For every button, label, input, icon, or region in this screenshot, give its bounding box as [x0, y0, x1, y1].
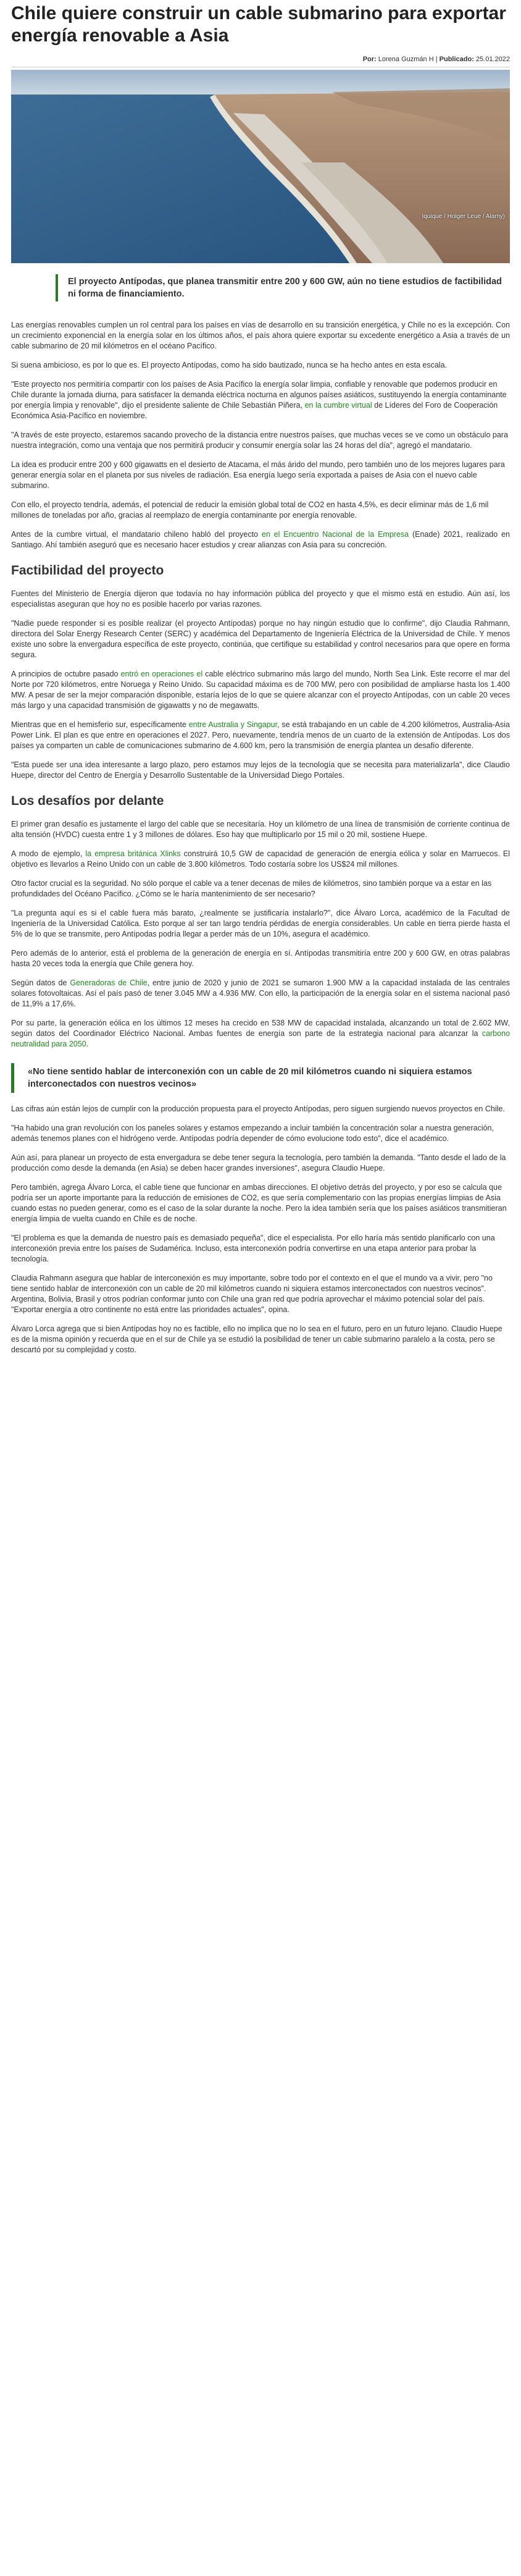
paragraph-18 — [11, 978, 510, 1009]
paragraph-4: "A través de este proyecto, estaremos sacando provecho de la distancia entre nuestros países, que muchas veces se ve como un obstáculo para nuestra integración, como una ventaja que nos permitirá producir y consumir energía solar las 24 horas del día", agregó el mandatario. — [11, 431, 508, 450]
paragraph-15: Otro factor crucial es la seguridad. No sólo porque el cable va a tener decenas de miles de kilómetros, sino también porque va a estar en las profundidades del Océano Pacífico. ¿Cómo se le haría mantenimiento de ser necesario? — [11, 879, 492, 898]
paragraph-9: "Nadie puede responder si es posible realizar (el proyecto Antípodas) porque no hay ningún estudio que lo confirme", dijo Claudia Rahmann, directora del Solar Energy Research Center (SERC) y académica del Departamento de Ingeniería Eléctrica de la Universidad de Chile. Y menos existe uno sobre la envergadura específica de este proyecto, continúa, que certifique su estabilidad y control necesarios para que opere en forma segura. — [11, 619, 510, 659]
byline — [11, 56, 510, 67]
paragraph-10 — [11, 669, 510, 711]
paragraph-22: Aún así, para planear un proyecto de esta envergadura se debe tener segura la tecnología, pero también la demanda. "Tanto desde el lado de la producción como desde la demanda (en Asia) se deben hacer grandes inversiones", asegura Claudio Huepe. — [11, 1153, 506, 1172]
paragraph-5: La idea es producir entre 200 y 600 gigawatts en el desierto de Atacama, el más árido del mundo, pero también uno de los mejores lugares para generar energía solar en el planeta por sus niveles de radiación. Esa energía luego sería exportada a países de Asia con el nuevo cable submarino. — [11, 460, 505, 490]
link-carbono-neutralidad[interactable]: carbono neutralidad para 2050 — [11, 1029, 510, 1048]
byline-separator: | — [435, 56, 438, 63]
paragraph-3-text-b: de Líderes del Foro de Cooperación Económica Asia-Pacífico en noviembre. — [11, 401, 498, 420]
paragraph-25: Claudia Rahmann asegura que hablar de interconexión es muy importante, sobre todo por el contexto en el que el mundo va a vivir, pero "no tiene sentido hablar de interconexión con un cable de 20 mil kilómetros cuando ni siquiera estamos interconectados con nuestros vecinos". Argentina, Bolivia, Brasil y otros podrían conformar junto con Chile una gran red que podría aprovechar el máximo potencial solar del país. "Exportar energía a otro continente no está entre las prioridades actuales", opina. — [11, 1274, 493, 1314]
link-xlinks[interactable]: la empresa británica Xlinks — [85, 849, 181, 858]
paragraph-17: Pero además de lo anterior, está el problema de la generación de energía en sí. Antípodas transmitiría entre 200 y 600 GW, en otras palabras hasta 20 veces toda la energía que Chile genera hoy. — [11, 949, 510, 968]
paragraph-14-text-b: construirá 10,5 GW de capacidad de generación de energía eólica y solar en Marruecos. El objetivo es llevarlos a Reino Unido con un cable de 3.800 kilómetros. Todo costaría sobre los US$24 mil millones. — [11, 849, 510, 869]
paragraph-7 — [11, 529, 510, 550]
paragraph-1: Las energías renovables cumplen un rol central para los países en vías de desarrollo en su transición energética, y Chile no es la excepción. Con un crecimiento exponencial en la energía solar en los últimos años, el país ahora quiere exportar su excedente energético a Asia a través de un cable submarino de 20 mil kilómetros en el océano Pacífico. — [11, 321, 510, 350]
author-name: Lorena Guzmán H — [378, 56, 434, 63]
paragraph-14-text-a: A modo de ejemplo, — [11, 849, 86, 858]
paragraph-19 — [11, 1018, 510, 1050]
hero-image — [11, 70, 510, 263]
paragraph-10-text-a: A principios de octubre pasado — [11, 670, 121, 678]
paragraph-26: Álvaro Lorca agrega que si bien Antípodas hoy no es factible, ello no implica que no lo sea en el futuro, pero en un futuro lejano. Claudio Huepe es de la misma opinión y recuerda que en el sur de Chile ya se estudió la posibilidad de tener un cable submarino paralelo a la costa, pero se descartó por su complejidad y costo. — [11, 1324, 502, 1354]
paragraph-19-text-a: Por su parte, la generación eólica en los últimos 12 meses ha crecido en 538 MW de capacidad instalada, alcanzando un total de 2.602 MW, según datos del Coordinador Eléctrico Nacional. Ambas fuentes de energía son parte de la estrategia nacional para alcanzar la — [11, 1019, 510, 1038]
link-north-sea-link[interactable]: entró en operaciones el — [120, 670, 203, 678]
article-lead: El proyecto Antípodas, que planea transmitir entre 200 y 600 GW, aún no tiene estudios de factibilidad ni forma de financiamiento. — [56, 274, 510, 301]
link-generadoras-chile[interactable]: Generadoras de Chile — [70, 979, 148, 987]
hero-image-illustration — [11, 70, 510, 263]
paragraph-8: Fuentes del Ministerio de Energía dijeron que todavía no hay información pública del proyecto y que el mismo está en estudio. Aún así, los especialistas aseguran que hoy no es posible hacerlo por varias razones. — [11, 589, 510, 608]
link-australia-singapur[interactable]: entre Australia y Singapur — [188, 720, 278, 729]
paragraph-10-text-b: cable eléctrico submarino más largo del mundo, North Sea Link. Este recorre el mar del Norte por 720 kilómetros, entre Noruega y Reino Unido. Su capacidad máxima es de 700 MW, pero con posibilidad de ampliarse hasta los 1.400 MW. A pesar de ser la mejor comparación disponible, estaría lejos de lo que se quiere alcanzar con el proyecto Antípodas, con un cable 20 veces más largo y una capacidad transmisión de gigawatts y no de megawatts. — [11, 670, 511, 710]
paragraph-2: Si suena ambicioso, es por lo que es. El proyecto Antípodas, como ha sido bautizado, nunca se ha hecho antes en esta escala. — [11, 361, 448, 369]
link-enade[interactable]: en el Encuentro Nacional de la Empresa — [261, 530, 409, 539]
paragraph-12: "Esta puede ser una idea interesante a largo plazo, pero estamos muy lejos de la tecnología que se necesita para materializarla", dice Claudio Huepe, director del Centro de Energía y Desarrollo Sustentable de la Universidad Diego Portales. — [11, 760, 510, 780]
author-label: Por: — [362, 56, 377, 63]
pull-quote: «No tiene sentido hablar de interconexión con un cable de 20 mil kilómetros cuando ni siquiera estamos interconectados con nuestros vecinos» — [11, 1063, 510, 1093]
link-cumbre-virtual[interactable]: en la cumbre virtual — [304, 401, 372, 410]
paragraph-23: Pero también, agrega Álvaro Lorca, el cable tiene que funcionar en ambas direcciones. El objetivo detrás del proyecto, y por eso se calcula que podría ser un aporte importante para la reducción de emisiones de CO2, es que sería complementario con las propias energías limpias de Asia cuando estas no pueden generar, como es el caso de la solar durante la noche. Pero la idea también sería que los países asiáticos transmitieran energía limpia de vuelta cuando en Chile es de noche. — [11, 1183, 507, 1223]
paragraph-11-text-a: Mientras que en el hemisferio sur, específicamente — [11, 720, 189, 729]
paragraph-3-text-a: "Este proyecto nos permitiría compartir con los países de Asia Pacífico la energía solar limpia, confiable y renovable que podemos producir en Chile durante la jornada diurna, para satisfacer la demanda eléctrica nocturna en algunos países asiáticos, sustituyendo la energía contaminante por energía limpia y renovable", dijo el presidente saliente de Chile Sebastián Piñera, — [11, 380, 507, 410]
image-credit: Iquique / Holger Leue / Alamy) — [422, 213, 505, 220]
paragraph-18-text-b: , entre junio de 2020 y junio de 2021 se sumaron 1.900 MW a la capacidad instalada de las centrales solares fotovoltaicas. Así el país pasó de tener 3.045 MW a 4.936 MW. Con ello, la participación de la energía solar en el sistema nacional pasó de 11,9% a 17,6%. — [11, 979, 511, 1008]
section-heading-desafios: Los desafíos por delante — [11, 794, 164, 808]
paragraph-13: El primer gran desafío es justamente el largo del cable que se necesitaría. Hoy un kilómetro de una línea de transmisión de corriente continua de alta tensión (HVDC) cuesta entre 1 y 3 millones de dólares. Eso hay que multiplicarlo por 15 mil o 20 mil, sostiene Huepe. — [11, 820, 510, 839]
paragraph-19-text-b: . — [86, 1040, 89, 1048]
published-label: Publicado: — [439, 56, 474, 63]
paragraph-24: "El problema es que la demanda de nuestro país es demasiado pequeña", dice el especialista. Por ello haría más sentido planificarlo con una interconexión previa entre los países de Sudamérica. Incluso, esta interconexión podría convertirse en una etapa anterior para probar la tecnología. — [11, 1234, 495, 1263]
paragraph-6: Con ello, el proyecto tendría, además, el potencial de reducir la emisión global total de CO2 en hasta 4,5%, es decir eliminar más de 1,6 mil millones de toneladas por año, gracias al reemplazo de energía contaminante por energía renovable. — [11, 500, 489, 520]
paragraph-7-text-a: Antes de la cumbre virtual, el mandatario chileno habló del proyecto — [11, 530, 262, 539]
article-title: Chile quiere construir un cable submarino para exportar energía renovable a Asia — [11, 3, 506, 46]
paragraph-18-text-a: Según datos de — [11, 979, 70, 987]
paragraph-21: "Ha habido una gran revolución con los paneles solares y estamos empezando a incluir también la concentración solar a nuestra generación, además tenemos planes con el hidrógeno verde. Antípodas podría depender de cómo evolucione todo esto", dice el académico. — [11, 1124, 494, 1143]
paragraph-14 — [11, 849, 510, 870]
paragraph-7-text-b: (Enade) 2021, realizado en Santiago. Ahí también aseguró que es necesario hacer estudios y crear alianzas con Asia para su concreción. — [11, 530, 511, 549]
paragraph-20: Las cifras aún están lejos de cumplir con la producción propuesta para el proyecto Antípodas, pero siguen surgiendo nuevos proyectos en Chile. — [11, 1105, 505, 1113]
section-heading-factibilidad: Factibilidad del proyecto — [11, 563, 164, 578]
paragraph-16: "La pregunta aquí es si el cable fuera más barato, ¿realmente se justificaría instalarlo?", dice Álvaro Lorca, académico de la Facultad de Ingeniería de la Universidad Católica. Esto porque al ser tan largo tendría pérdidas de energía considerables. Un cable en tierra pierde hasta el 5% de lo que se transmite, pero Antípodas podría llegar a perder más de un 10%, asegura el académico. — [11, 909, 510, 938]
paragraph-11-text-b: , se está trabajando en un cable de 4.200 kilómetros, Australia-Asia Power Link. El plan es que entre en operaciones el 2027. Pero, nuevamente, tendría menos de un cuarto de la extensión de Antípodas. Los dos países ya comparten un cable de comunicaciones submarino de 4.600 km, pero la transmisión de energía plantea un desafío diferente. — [11, 720, 510, 750]
paragraph-11 — [11, 720, 510, 751]
published-date: 25.01.2022 — [475, 56, 510, 63]
paragraph-3 — [11, 379, 510, 421]
